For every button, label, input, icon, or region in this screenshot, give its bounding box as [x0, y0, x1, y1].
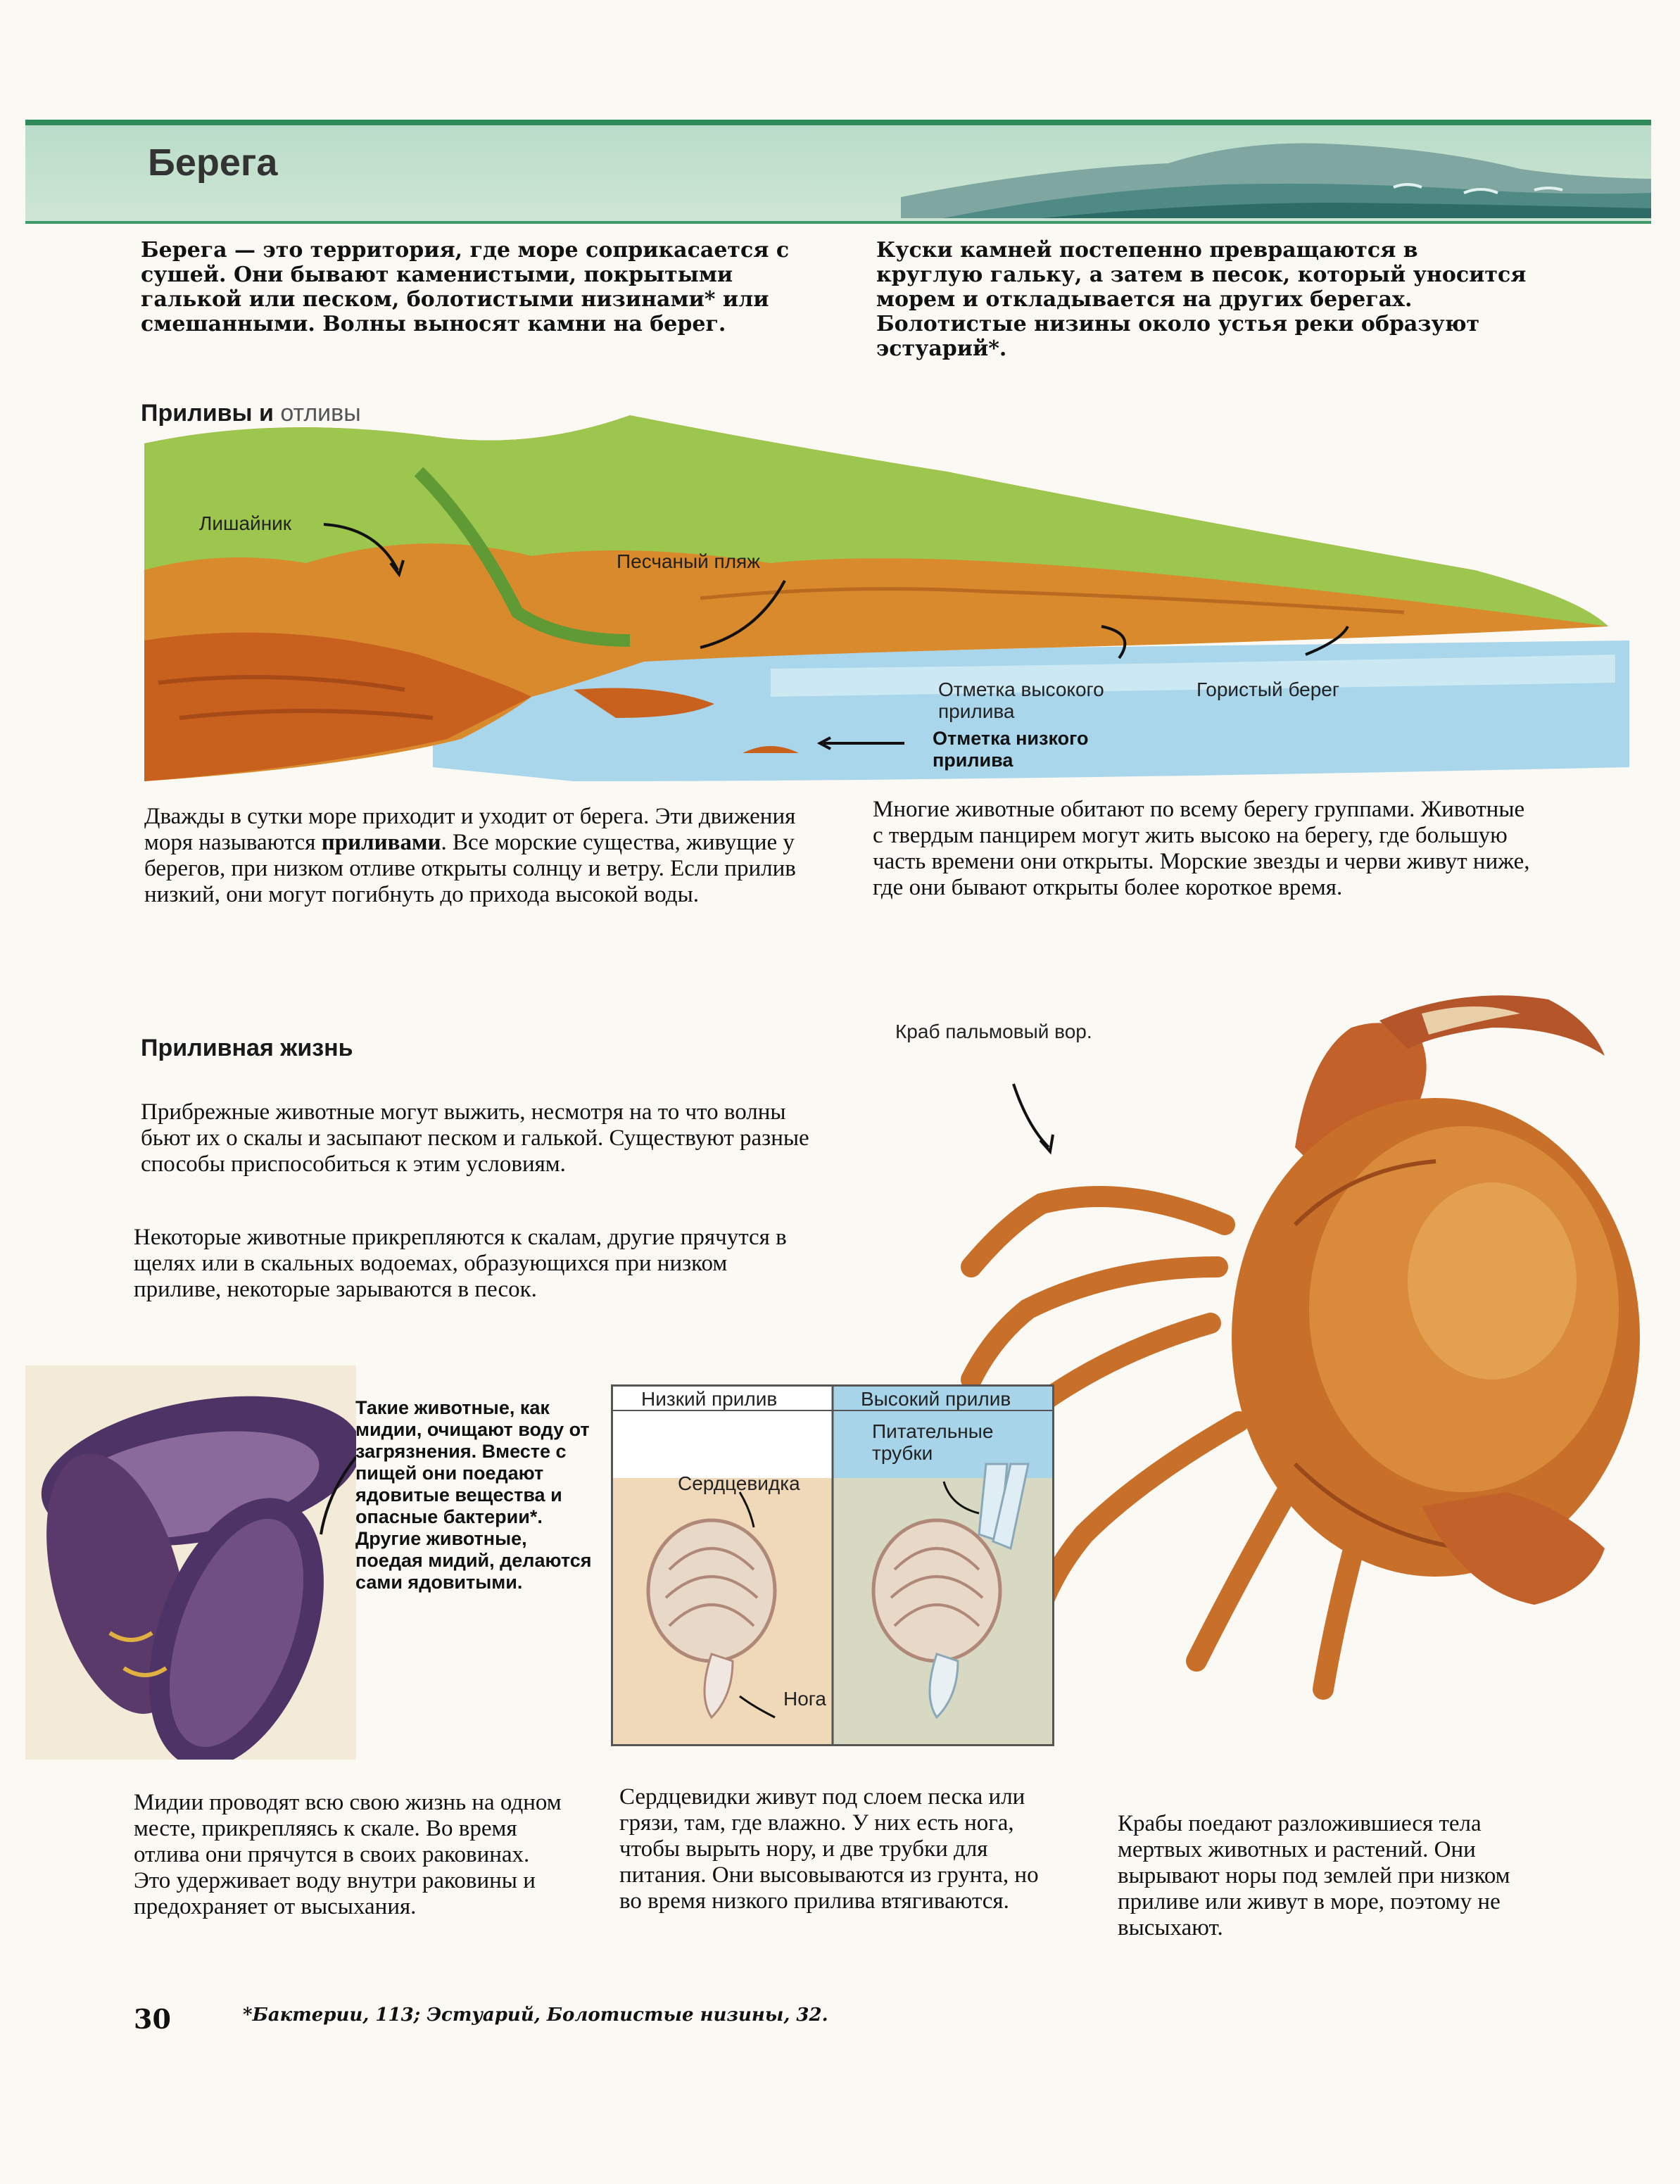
tides-term: приливами — [321, 830, 441, 855]
crab-label: Краб пальмовый вор. — [895, 1021, 1092, 1042]
tides-left-paragraph — [144, 804, 841, 908]
tides-heading-light: отливы — [280, 400, 361, 427]
page-number: 30 — [134, 2003, 171, 2035]
tides-text-after: . Все морские существа, живущие у берегов, при низком отливе открыты солнцу и ветру. Если прилив низкий, они могут погибнуть до прихода высокой воды. — [144, 830, 796, 907]
tides-right-paragraph: Многие животные обитают по всему берегу группами. Животные с твердым панцирем могут жить высоко на берегу, где большую часть времени они открыты. Морские звезды и черви живут ниже, где они бывают открыты более короткое время. — [873, 797, 1530, 900]
mussel-illustration — [25, 1365, 356, 1760]
cockle-label: Сердцевидка — [678, 1472, 800, 1494]
header-landscape-illustration — [901, 120, 1651, 218]
tidal-life-paragraph-1: Прибрежные животные могут выжить, несмотря на то что волны бьют их о скалы и засыпают песком и галькой. Существуют разные способы приспособиться к этим условиям. — [141, 1099, 809, 1177]
tidal-life-paragraph-2: Некоторые животные прикрепляются к скалам, другие прячутся в щелях или в скальных водоемах, образующихся при низком приливе, некоторые зарываются в песок. — [134, 1225, 787, 1302]
tidal-life-heading: Приливная жизнь — [141, 1035, 353, 1061]
high-tide-header: Высокий прилив — [861, 1388, 1011, 1410]
high-tide-mark-label: Отметка высокого прилива — [938, 678, 1104, 722]
page-title: Берега — [148, 141, 278, 184]
footnote: *Бактерии, 113; Эстуарий, Болотистые низины, 32. — [243, 2005, 828, 2026]
feeding-tubes-label: Питательные трубки — [872, 1420, 994, 1464]
cockle-caption: Сердцевидки живут под слоем песка или грязи, там, где влажно. У них есть нога, чтобы вырыть нору, и две трубки для питания. Они высовываются из грунта, но во время низкого прилива втягиваются. — [619, 1784, 1039, 1914]
low-tide-mark-label: Отметка низкого прилива — [933, 728, 1089, 771]
crab-caption: Крабы поедают разложившиеся тела мертвых животных и растений. Они вырывают норы под землей при низком приливе или живут в море, поэтому не высыхают. — [1118, 1811, 1510, 1940]
tides-heading-bold: Приливы и — [141, 400, 274, 427]
intro-right-paragraph: Куски камней постепенно превращаются в круглую гальку, а затем в песок, который уносится морем и откладывается на других берегах. Болотистые низины около устья реки образуют эстуарий*. — [876, 238, 1527, 361]
lichen-label: Лишайник — [199, 512, 292, 534]
mussel-note: Такие животные, как мидии, очищают воду от загрязнения. Вместе с пищей они поедают ядовитые вещества и опасные бактерии*. Другие животные, поедая мидий, делаются сами ядовитыми. — [355, 1397, 592, 1593]
foot-label: Нога — [783, 1688, 826, 1710]
tides-text-before: Дважды в сутки море приходит и уходит от берега. Эти движения моря называются — [144, 804, 796, 855]
cockle-diagram — [611, 1384, 1054, 1746]
mussel-caption: Мидии проводят всю свою жизнь на одном месте, прикрепляясь к скале. Во время отлива они прячутся в своих раковинах. Это удерживает воду внутри раковины и предохраняет от высыхания. — [134, 1790, 562, 1919]
low-tide-header: Низкий прилив — [641, 1388, 778, 1410]
rocky-shore-label: Гористый берег — [1196, 678, 1340, 700]
sand-beach-label: Песчаный пляж — [617, 550, 760, 572]
coast-illustration — [137, 387, 1629, 795]
intro-left-paragraph: Берега — это территория, где море соприкасается с сушей. Они бывают каменистыми, покрытыми галькой или песком, болотистыми низинами* или смешанными. Волны выносят камни на берег. — [141, 238, 790, 336]
